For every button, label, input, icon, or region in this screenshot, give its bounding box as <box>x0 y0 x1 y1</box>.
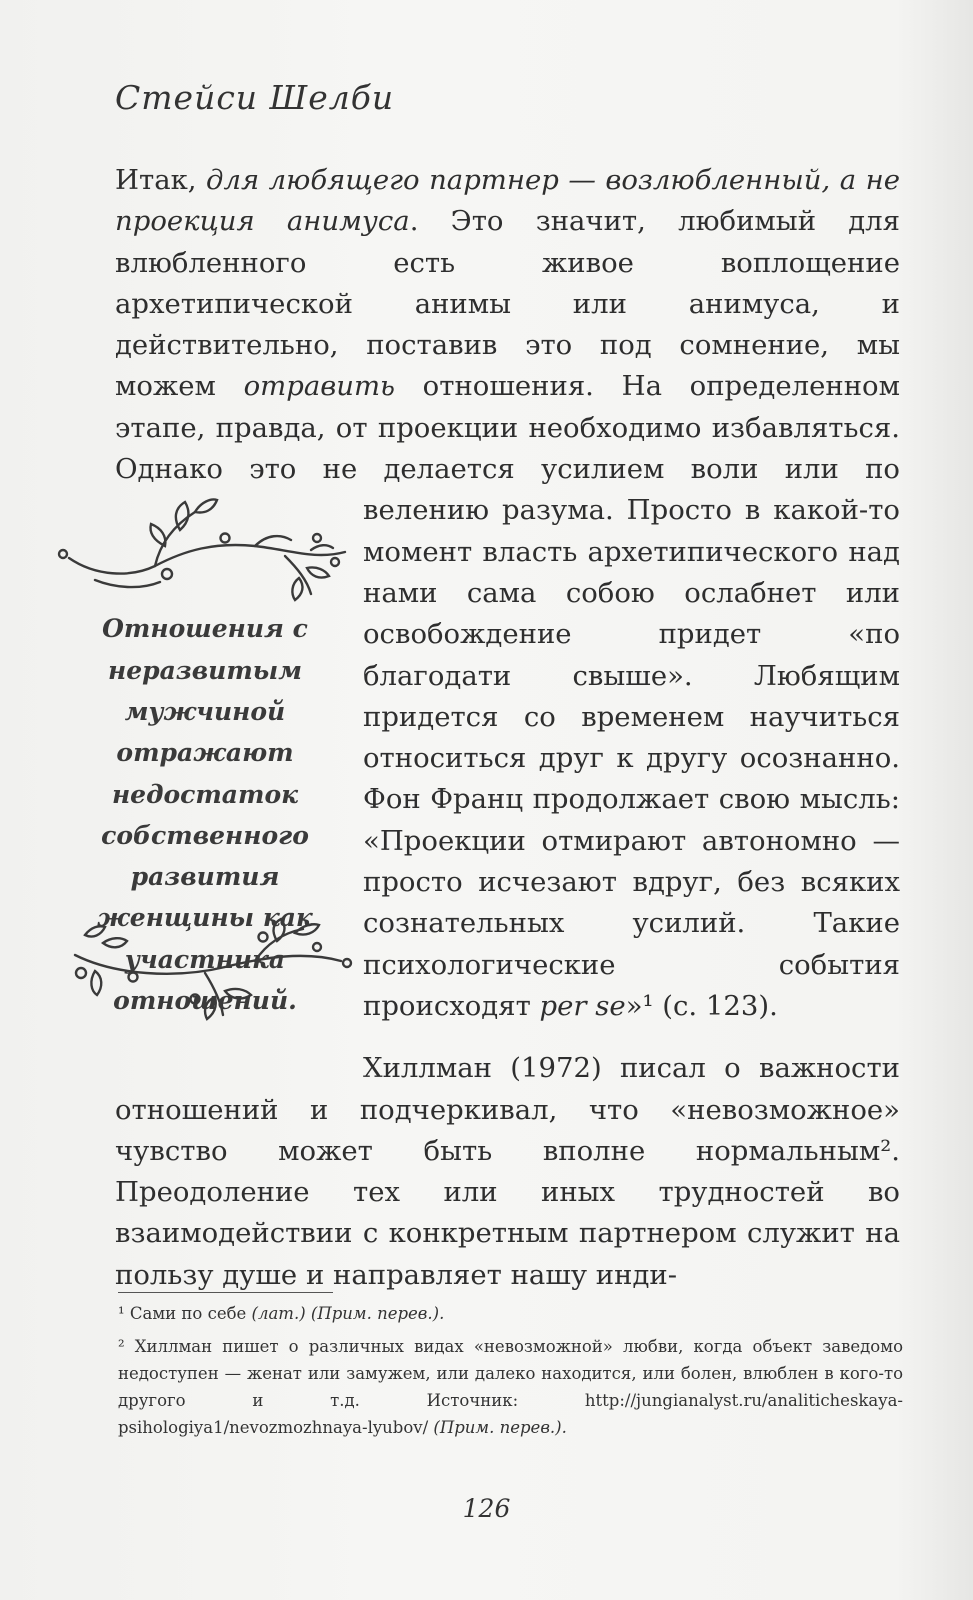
footnote-1: ¹ Сами по себе (лат.) (Прим. перев.). <box>118 1304 445 1323</box>
emphasis-text: для любящего партнер — возлюбленный, а не проекция анимуса <box>115 164 901 238</box>
footnote-2: ² Хиллман пишет о различных видах «невозможной» любви, когда объект заведомо недоступен — женат или замужем, или далеко находится, или болен, влюблен в кого-то другого и т.д. Источник: http://jungianalyst.ru/analiticheskaya-psihologiya1/nevozmozhnaya-lyubov/ (Прим. перев.). <box>118 1337 903 1437</box>
body-text: . Это значит, любимый для влюбленного есть живое воплощение архетипической анимы или анимуса, и действительно, поставив это под сомнение, мы можем <box>115 205 900 403</box>
footnotes <box>118 1300 903 1447</box>
running-head: Стейси Шелби <box>115 78 395 117</box>
page-number: 126 <box>462 1494 511 1523</box>
emphasis-text: отравить <box>243 370 395 403</box>
leaf-ornament-bottom-icon <box>55 915 355 1025</box>
paragraph-1-lead <box>115 160 900 490</box>
body-text: Итак, <box>115 164 207 196</box>
main-text <box>97 160 901 1296</box>
body-text: отношения. На определенном этапе, правда, от проекции необходимо избавляться. Однако это не делается усилием воли или по <box>115 370 900 486</box>
body-text: »¹ (с. 123). <box>625 989 778 1022</box>
pull-quote: Отношения с неразвитым мужчиной отражают недостаток собственного развития женщины как участника отношений. <box>97 614 313 1016</box>
pull-quote-block <box>55 490 355 1053</box>
footnote-divider <box>118 1292 333 1293</box>
paragraph-2: Хиллман (1972) писал о важности отношений и подчеркивал, что «невозможное» чувство может быть вполне нормальным². Преодоление тех или иных трудностей во взаимодействии с конкретным партнером служит на пользу душе и направляет нашу инди- <box>115 1052 900 1291</box>
body-text: велению разума. Просто в какой-то момент власть архетипического над нами сама собою ослабнет или освобождение придет «по благодати свыше». Любящим придется со временем научиться относиться друг к другу осознанно. Фон Франц продолжает свою мысль: «Проекции отмирают автономно — просто исчезают вдруг, без всяких сознательных усилий. Такие психологические события происходят <box>363 494 900 1022</box>
emphasis-text: per se <box>539 989 626 1022</box>
leaf-ornament-top-icon <box>55 494 355 604</box>
